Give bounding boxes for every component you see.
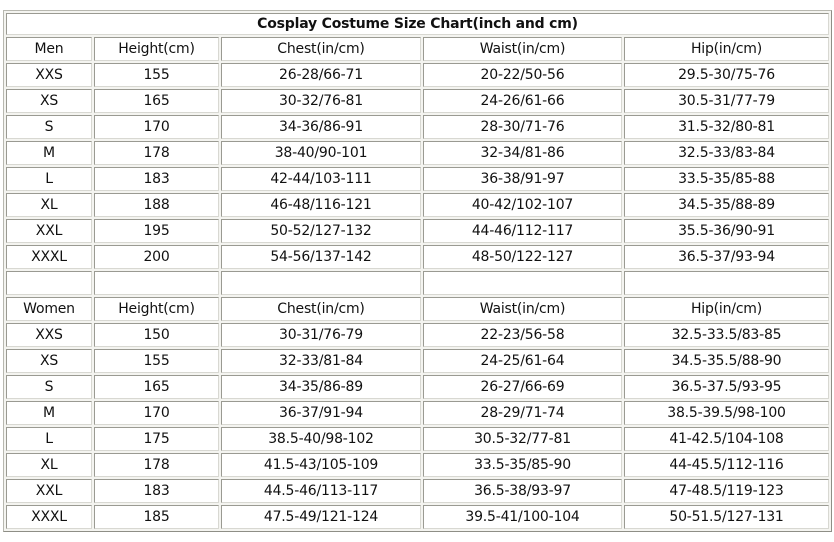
hip-cell: 50-51.5/127-131 [624,505,829,529]
height-cell: 150 [94,323,219,347]
men-row-xl [6,193,829,217]
women-row-l [6,427,829,451]
waist-cell: 24-25/61-64 [423,349,622,373]
spacer-row [6,271,829,295]
size-cell: XXS [6,323,92,347]
height-cell: 165 [94,375,219,399]
waist-cell: 28-29/71-74 [423,401,622,425]
hip-cell: 36.5-37/93-94 [624,245,829,269]
title-row [6,13,829,35]
chest-cell: 32-33/81-84 [221,349,421,373]
hip-cell: 34.5-35.5/88-90 [624,349,829,373]
header-men: Men [6,37,92,61]
chest-cell: 41.5-43/105-109 [221,453,421,477]
size-cell: M [6,141,92,165]
hip-cell: 33.5-35/85-88 [624,167,829,191]
men-row-xs [6,89,829,113]
height-cell: 200 [94,245,219,269]
height-cell: 183 [94,479,219,503]
size-chart-container [3,10,832,532]
header-height: Height(cm) [94,297,219,321]
chest-cell: 42-44/103-111 [221,167,421,191]
waist-cell: 33.5-35/85-90 [423,453,622,477]
men-row-s [6,115,829,139]
empty-cell [423,271,622,295]
hip-cell: 38.5-39.5/98-100 [624,401,829,425]
height-cell: 178 [94,453,219,477]
hip-cell: 29.5-30/75-76 [624,63,829,87]
chest-cell: 50-52/127-132 [221,219,421,243]
chest-cell: 47.5-49/121-124 [221,505,421,529]
size-cell: XS [6,349,92,373]
waist-cell: 36.5-38/93-97 [423,479,622,503]
size-cell: XXXL [6,245,92,269]
hip-cell: 31.5-32/80-81 [624,115,829,139]
header-height: Height(cm) [94,37,219,61]
waist-cell: 20-22/50-56 [423,63,622,87]
women-row-xs [6,349,829,373]
hip-cell: 44-45.5/112-116 [624,453,829,477]
waist-cell: 36-38/91-97 [423,167,622,191]
height-cell: 185 [94,505,219,529]
empty-cell [624,271,829,295]
chest-cell: 38.5-40/98-102 [221,427,421,451]
men-row-m [6,141,829,165]
waist-cell: 22-23/56-58 [423,323,622,347]
empty-cell [221,271,421,295]
hip-cell: 36.5-37.5/93-95 [624,375,829,399]
size-cell: XXS [6,63,92,87]
chest-cell: 30-31/76-79 [221,323,421,347]
header-women: Women [6,297,92,321]
men-row-l [6,167,829,191]
women-row-s [6,375,829,399]
women-row-xxs [6,323,829,347]
hip-cell: 32.5-33/83-84 [624,141,829,165]
hip-cell: 32.5-33.5/83-85 [624,323,829,347]
height-cell: 195 [94,219,219,243]
size-cell: XXL [6,479,92,503]
chart-title: Cosplay Costume Size Chart(inch and cm) [6,13,829,35]
women-row-xxxl [6,505,829,529]
hip-cell: 35.5-36/90-91 [624,219,829,243]
size-cell: XXL [6,219,92,243]
waist-cell: 24-26/61-66 [423,89,622,113]
size-chart-table [3,10,832,532]
waist-cell: 28-30/71-76 [423,115,622,139]
waist-cell: 44-46/112-117 [423,219,622,243]
size-cell: L [6,427,92,451]
size-cell: XS [6,89,92,113]
size-cell: XXXL [6,505,92,529]
size-cell: S [6,115,92,139]
chest-cell: 34-36/86-91 [221,115,421,139]
men-row-xxxl [6,245,829,269]
height-cell: 155 [94,349,219,373]
size-cell: L [6,167,92,191]
empty-cell [94,271,219,295]
waist-cell: 40-42/102-107 [423,193,622,217]
empty-cell [6,271,92,295]
height-cell: 165 [94,89,219,113]
chest-cell: 30-32/76-81 [221,89,421,113]
header-chest: Chest(in/cm) [221,37,421,61]
women-row-xl [6,453,829,477]
chest-cell: 36-37/91-94 [221,401,421,425]
header-chest: Chest(in/cm) [221,297,421,321]
height-cell: 178 [94,141,219,165]
waist-cell: 32-34/81-86 [423,141,622,165]
men-header-row [6,37,829,61]
header-hip: Hip(in/cm) [624,297,829,321]
chest-cell: 38-40/90-101 [221,141,421,165]
chest-cell: 26-28/66-71 [221,63,421,87]
waist-cell: 48-50/122-127 [423,245,622,269]
waist-cell: 30.5-32/77-81 [423,427,622,451]
chest-cell: 34-35/86-89 [221,375,421,399]
women-header-row [6,297,829,321]
hip-cell: 47-48.5/119-123 [624,479,829,503]
height-cell: 175 [94,427,219,451]
size-cell: M [6,401,92,425]
size-cell: S [6,375,92,399]
header-waist: Waist(in/cm) [423,37,622,61]
women-row-m [6,401,829,425]
hip-cell: 34.5-35/88-89 [624,193,829,217]
women-row-xxl [6,479,829,503]
chest-cell: 44.5-46/113-117 [221,479,421,503]
header-hip: Hip(in/cm) [624,37,829,61]
height-cell: 170 [94,401,219,425]
hip-cell: 41-42.5/104-108 [624,427,829,451]
men-row-xxl [6,219,829,243]
height-cell: 155 [94,63,219,87]
waist-cell: 39.5-41/100-104 [423,505,622,529]
header-waist: Waist(in/cm) [423,297,622,321]
men-row-xxs [6,63,829,87]
size-cell: XL [6,193,92,217]
chest-cell: 46-48/116-121 [221,193,421,217]
hip-cell: 30.5-31/77-79 [624,89,829,113]
chest-cell: 54-56/137-142 [221,245,421,269]
height-cell: 183 [94,167,219,191]
size-cell: XL [6,453,92,477]
waist-cell: 26-27/66-69 [423,375,622,399]
height-cell: 170 [94,115,219,139]
height-cell: 188 [94,193,219,217]
